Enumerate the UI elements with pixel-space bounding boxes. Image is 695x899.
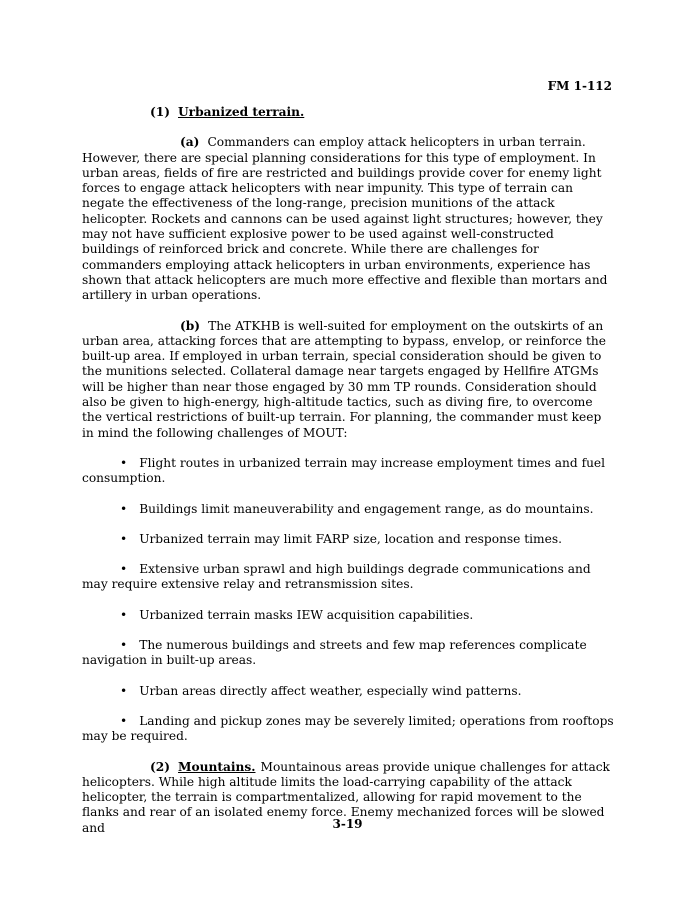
body-text	[82, 105, 614, 836]
list-item-text: Buildings limit maneuverability and engagement range, as do mountains.	[139, 501, 594, 516]
bullet-icon: •	[120, 501, 128, 516]
manual-code: FM 1-112	[547, 79, 612, 93]
list-item	[82, 638, 614, 669]
list-item	[82, 608, 614, 623]
bullet-icon: •	[120, 455, 128, 470]
paragraph-a-label: (a)	[180, 135, 200, 150]
list-item	[82, 456, 614, 487]
list-item-text: Landing and pickup zones may be severely limited; operations from rooftops may be required.	[82, 713, 614, 744]
list-item-text: Urban areas directly affect weather, especially wind patterns.	[139, 683, 522, 698]
bullet-icon: •	[120, 562, 128, 577]
paragraph-2-title: Mountains.	[178, 759, 256, 774]
paragraph-b-text: The ATKHB is well-suited for employment on the outskirts of an urban area, attacking forces that are attempting to bypass, envelop, or reinforce the built-up area. If employed in urban terrain, special consideration should be given to the munitions selected. Collateral damage near targets engaged by Hellfire ATGMs will be higher than near those engaged by 30 mm TP rounds. Consideration should also be given to high-energy, high-altitude tactics, such as diving fire, to overcome the vertical restrictions of built-up terrain. For planning, the commander must keep in mind the following challenges of MOUT:	[82, 318, 606, 440]
paragraph-b-label: (b)	[180, 318, 201, 333]
paragraph-a-text: Commanders can employ attack helicopters in urban terrain. However, there are special planning considerations for this type of employment. In urban areas, fields of fire are restricted and buildings provide cover for enemy light forces to engage attack helicopters with near impunity. This type of terrain can negate the effectiveness of the long-range, precision munitions of the attack helicopter. Rockets and cannons can be used against light structures; however, they may not have sufficient explosive power to be used against well-constructed buildings of reinforced brick and concrete. While there are challenges for commanders employing attack helicopters in urban environments, experience has shown that attack helicopters are much more effective and flexible than mortars and artillery in urban operations.	[82, 135, 608, 303]
list-item-text: Urbanized terrain may limit FARP size, location and response times.	[139, 531, 562, 546]
list-item	[82, 562, 614, 593]
list-item	[82, 532, 614, 547]
bullet-icon: •	[120, 531, 128, 546]
paragraph-b	[82, 319, 614, 441]
paragraph-2-text: Mountainous areas provide unique challenges for attack helicopters. While high altitude limits the load-carrying capability of the attack helicopter, the terrain is compartmentalized, allowing for rapid movement to the flanks and rear of an isolated enemy force. Enemy mechanized forces will be slowed and	[82, 759, 610, 835]
bullet-icon: •	[120, 607, 128, 622]
section-number: (1)	[150, 105, 171, 119]
page-number: 3-19	[332, 817, 363, 831]
paragraph-a	[82, 135, 614, 303]
section-heading	[82, 105, 614, 120]
list-item	[82, 714, 614, 745]
paragraph-2-number: (2)	[150, 759, 171, 774]
bullet-icon: •	[120, 638, 128, 653]
bullet-icon: •	[120, 713, 128, 728]
list-item-text: Extensive urban sprawl and high buildings degrade communications and may require extensive relay and retransmission sites.	[82, 562, 591, 592]
list-item	[82, 502, 614, 517]
section-title: Urbanized terrain.	[178, 105, 305, 119]
list-item-text: The numerous buildings and streets and few map references complicate navigation in built-up areas.	[82, 638, 587, 668]
bullet-icon: •	[120, 683, 128, 698]
list-item-text: Flight routes in urbanized terrain may increase employment times and fuel consumption.	[82, 455, 606, 486]
list-item-text: Urbanized terrain masks IEW acquisition capabilities.	[139, 607, 474, 622]
list-item	[82, 684, 614, 699]
